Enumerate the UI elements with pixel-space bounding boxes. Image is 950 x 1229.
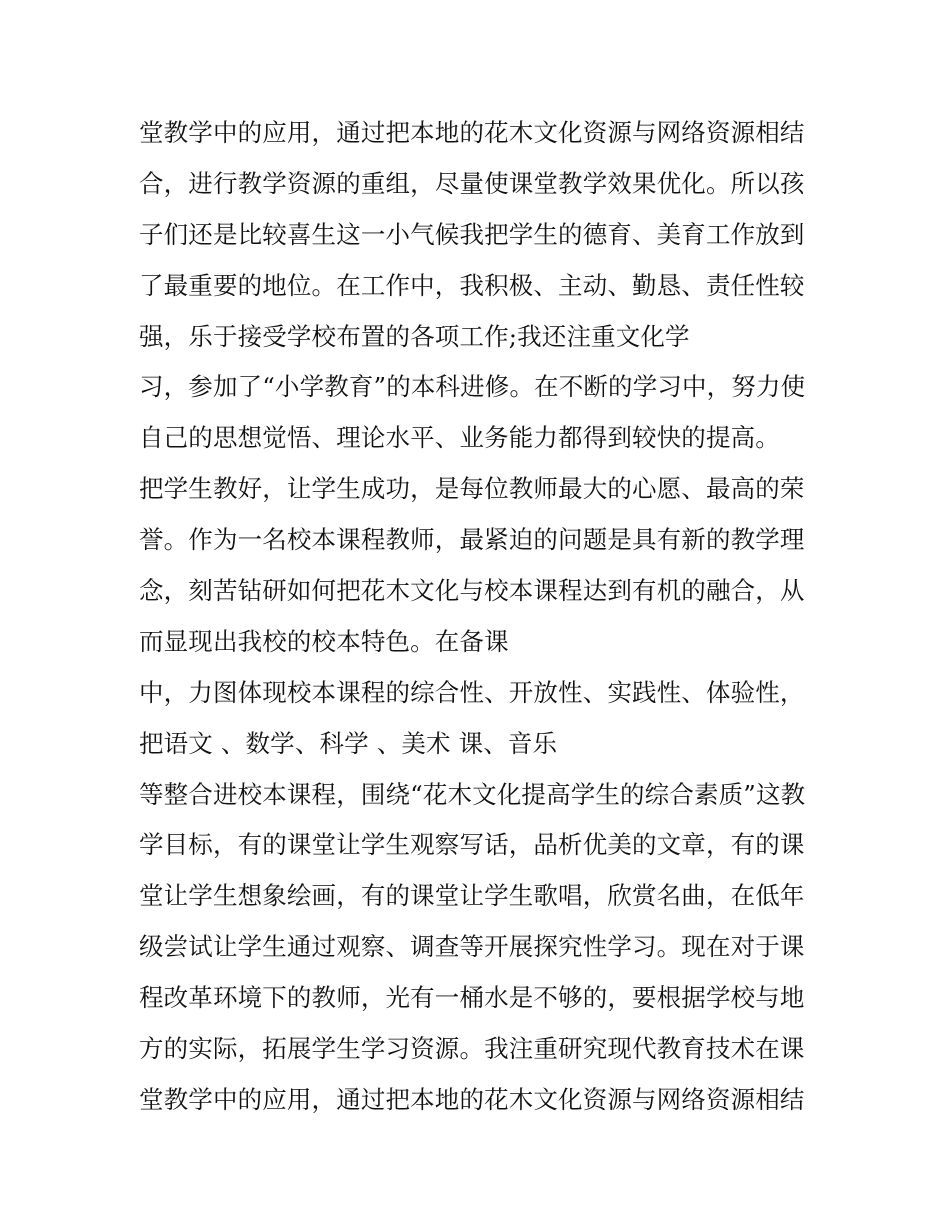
text-line-15: 学目标，有的课堂让学生观察写话，品析优美的文章，有的课 bbox=[139, 830, 805, 860]
text-line-9: 誉。作为一名校本课程教师，最紧迫的问题是具有新的教学理 bbox=[139, 525, 805, 555]
text-line-17: 级尝试让学生通过观察、调查等开展探究性学习。现在对于课 bbox=[139, 932, 805, 962]
text-line-11: 而显现出我校的校本特色。在备课 bbox=[139, 626, 509, 656]
text-line-8: 把学生教好，让学生成功，是每位教师最大的心愿、最高的荣 bbox=[139, 474, 805, 504]
text-line-1: 堂教学中的应用，通过把本地的花木文化资源与网络资源相结 bbox=[139, 118, 805, 147]
text-line-2: 合，进行教学资源的重组，尽量使课堂教学效果优化。所以孩 bbox=[139, 168, 805, 198]
text-line-12: 中，力图体现校本课程的综合性、开放性、实践性、体验性， bbox=[139, 677, 805, 707]
text-line-19: 方的实际，拓展学生学习资源。我注重研究现代教育技术在课 bbox=[139, 1034, 805, 1064]
text-line-16: 堂让学生想象绘画，有的课堂让学生歌唱，欣赏名曲，在低年 bbox=[139, 881, 805, 911]
text-line-18: 程改革环境下的教师，光有一桶水是不够的，要根据学校与地 bbox=[139, 983, 805, 1013]
text-line-3: 子们还是比较喜生这一小气候我把学生的德育、美育工作放到 bbox=[139, 219, 805, 249]
text-line-5: 强，乐于接受学校布置的各项工作;我还注重文化学 bbox=[139, 321, 690, 351]
text-line-20: 堂教学中的应用，通过把本地的花木文化资源与网络资源相结 bbox=[139, 1084, 805, 1114]
body-text bbox=[139, 108, 829, 1126]
text-line-14: 等整合进校本课程，围绕“花木文化提高学生的综合素质”这教 bbox=[139, 779, 806, 809]
text-line-13: 把语文 、数学、科学 、美术 课、音乐 bbox=[139, 728, 558, 758]
text-line-6: 习，参加了“小学教育”的本科进修。在不断的学习中，努力使 bbox=[139, 372, 806, 402]
text-line-4: 了最重要的地位。在工作中，我积极、主动、勤恳、责任性较 bbox=[139, 270, 805, 300]
text-line-10: 念，刻苦钻研如何把花木文化与校本课程达到有机的融合，从 bbox=[139, 576, 805, 606]
text-line-7: 自己的思想觉悟、理论水平、业务能力都得到较快的提高。 bbox=[139, 423, 780, 453]
